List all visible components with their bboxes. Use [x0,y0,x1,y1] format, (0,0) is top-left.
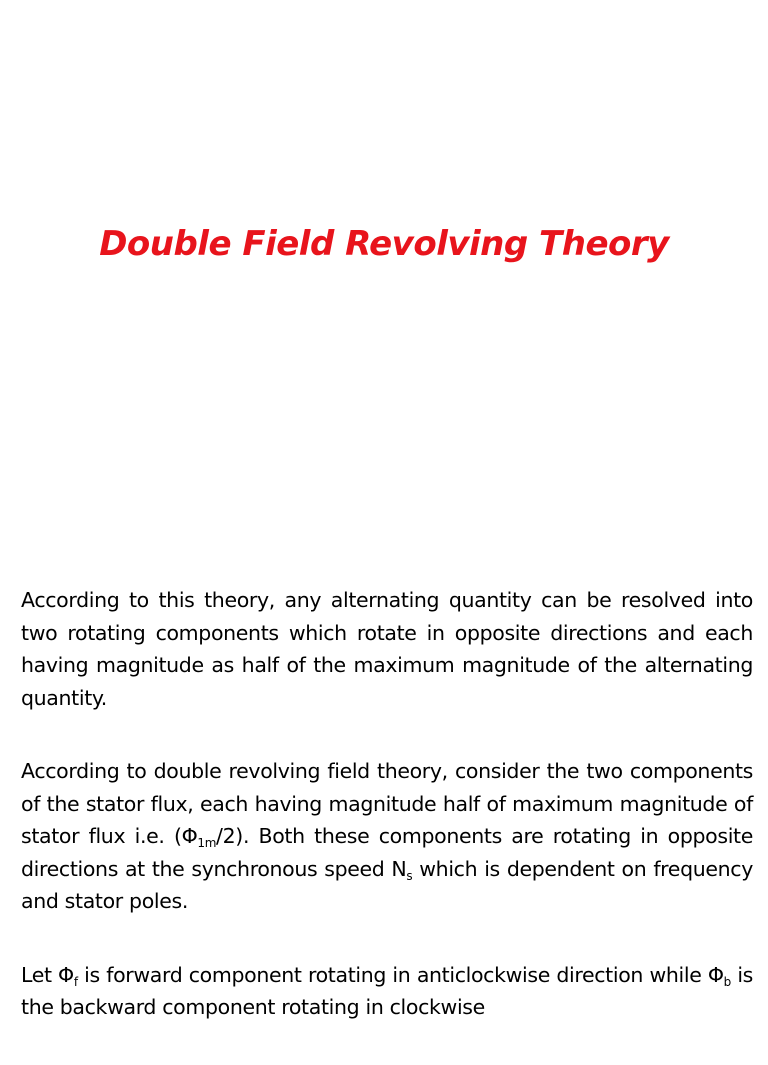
ns-subscript: s [406,868,413,883]
phi-subscript-b: b [723,974,731,989]
paragraph-3 [21,959,753,1024]
body-text [21,584,753,1065]
paragraph-3-part-1: Let Φ [21,962,74,987]
paragraph-2-part-1: According to double revolving field theory, consider the two components of the stator flux, each having magnitude half of maximum magnitude of stator flux i.e. (Φ [21,759,753,848]
paragraph-2-part-2: /2). Both these components are rotating in opposite directions at the synchronous speed N [21,824,753,881]
paragraph-2 [21,755,753,918]
paragraph-2-part-3: which is dependent on frequency and stator poles. [21,856,753,913]
paragraph-1: According to this theory, any alternating quantity can be resolved into two rotating components which rotate in opposite directions and each having magnitude as half of the maximum magnitude of the alternating quantity. [21,588,753,710]
slide-title: Double Field Revolving Theory [99,224,669,264]
phi-subscript-1m: 1m [197,836,217,850]
paragraph-3-part-3: is the backward component rotating in clockwise [21,962,753,1019]
phi-subscript-f: f [73,974,78,989]
paragraph-3-part-2: is forward component rotating in anticlockwise direction while Φ [77,962,724,987]
